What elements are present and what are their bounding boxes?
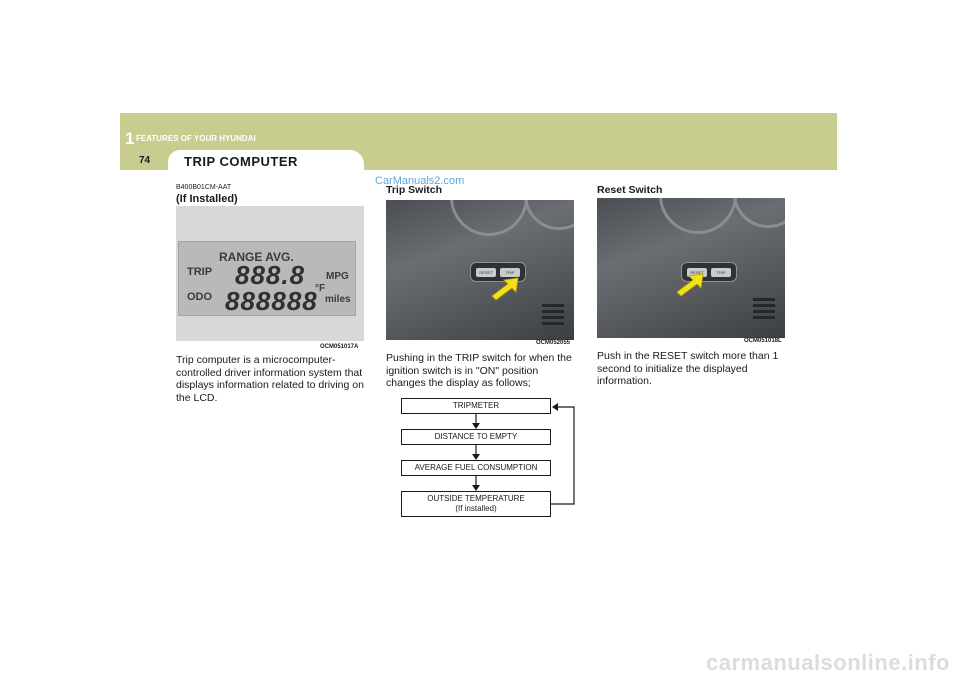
vent-slat xyxy=(753,304,775,307)
lcd-digits-bottom: 888888 xyxy=(225,286,318,316)
trip-switch: TRIP xyxy=(500,268,520,277)
reset-switch: RESET xyxy=(476,268,496,277)
figure-code-lcd: OCM051017A xyxy=(320,344,359,350)
lcd-range-avg-label: RANGE AVG. xyxy=(219,250,294,264)
lcd-odo-label: ODO xyxy=(187,291,213,303)
arrow-icon xyxy=(490,276,520,302)
vent-slat xyxy=(753,316,775,319)
figure-code-reset-switch: OCM051018L xyxy=(744,338,782,344)
section-title: TRIP COMPUTER xyxy=(184,154,298,169)
trip-switch: TRIP xyxy=(711,268,731,277)
trip-switch-figure xyxy=(386,200,574,340)
gauge-right xyxy=(524,200,574,230)
vent-slat xyxy=(542,316,564,319)
reset-switch-figure xyxy=(597,198,785,338)
watermark-carmanualsonline: carmanualsonline.info xyxy=(706,650,950,675)
flow-if-installed-label: (If installed) xyxy=(455,504,497,513)
gauge-right xyxy=(733,198,785,228)
flow-connectors xyxy=(470,398,580,520)
arrow-icon xyxy=(675,272,705,298)
vent-slat xyxy=(753,298,775,301)
vent-slat xyxy=(542,310,564,313)
page-number: 74 xyxy=(139,155,151,166)
vent-slat xyxy=(753,310,775,313)
lcd-display-figure xyxy=(176,206,364,341)
gauge-left xyxy=(450,200,528,236)
section-code: B400B01CM-AAT xyxy=(176,184,232,191)
flow-distance-to-empty: DISTANCE TO EMPTY xyxy=(401,429,551,445)
trip-switch-description: Pushing in the TRIP switch for when the ignition switch is in "ON" position changes the display as follows; xyxy=(386,352,572,389)
gauge-left xyxy=(659,198,737,234)
lcd-screen xyxy=(178,241,356,316)
reset-switch: RESET xyxy=(687,268,707,277)
chapter-title: FEATURES OF YOUR HYUNDAI xyxy=(136,134,256,143)
flow-tripmeter: TRIPMETER xyxy=(401,398,551,414)
flow-average-fuel-consumption: AVERAGE FUEL CONSUMPTION xyxy=(401,460,551,476)
lcd-miles-label: miles xyxy=(325,294,351,305)
lcd-trip-label: TRIP xyxy=(187,266,213,278)
flow-outside-temperature-label: OUTSIDE TEMPERATURE xyxy=(427,494,525,503)
reset-switch-description: Push in the RESET switch more than 1 second to initialize the displayed information. xyxy=(597,350,779,387)
vent-slat xyxy=(542,304,564,307)
lcd-degf-label: °F xyxy=(315,283,326,294)
trip-switch-heading: Trip Switch xyxy=(386,184,443,196)
figure-code-trip-switch: OCM052055 xyxy=(536,340,571,346)
chapter-number: 1 xyxy=(125,129,135,148)
trip-computer-description: Trip computer is a microcomputer-controlled driver information system that displays information related to driving on the LCD. xyxy=(176,354,364,404)
reset-switch-heading: Reset Switch xyxy=(597,184,663,196)
if-installed-heading: (If Installed) xyxy=(176,193,238,205)
lcd-mpg-label: MPG xyxy=(326,271,349,282)
lcd-digits-top: 888.8 xyxy=(235,260,306,290)
vent-slat xyxy=(542,322,564,325)
watermark-carmanuals2: CarManuals2.com xyxy=(375,175,465,187)
